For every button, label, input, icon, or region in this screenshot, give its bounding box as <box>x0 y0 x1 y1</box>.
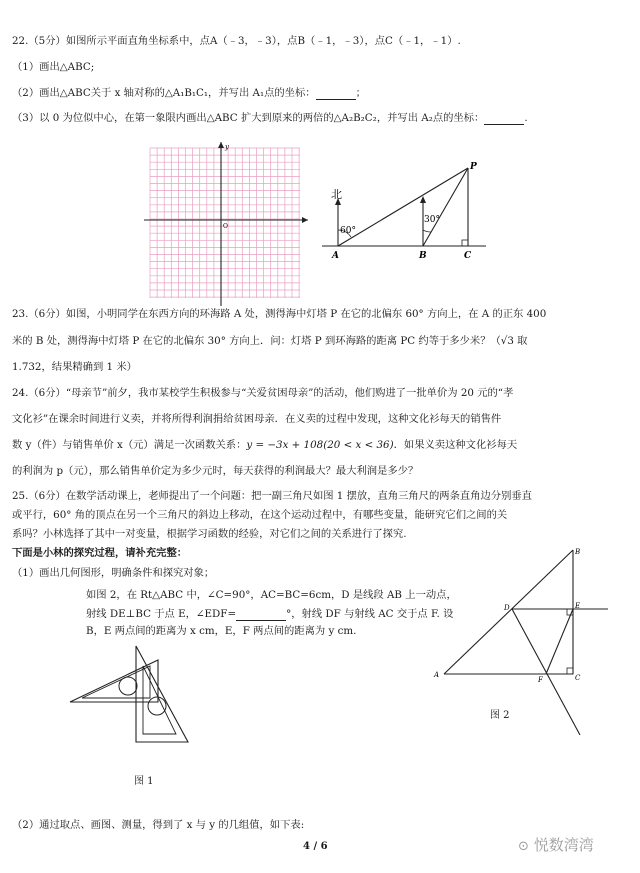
triangle-ruler-b-inner <box>143 666 176 734</box>
y-axis-label: y <box>225 143 229 151</box>
q25-step1-c: B，E 两点间的距离为 x cm，E，F 两点间的距离为 y cm. <box>86 625 357 637</box>
q23-line1: 23.（6分）如图，小明同学在东西方向的环海路 A 处，测得海中灯塔 P 在它的北偏东 60° 方向上，在 A 的正东 400 <box>12 308 547 320</box>
q25-step1-b-end: °，射线 DF 与射线 AC 交于点 F. 设 <box>286 608 454 620</box>
triangle-ruler-a <box>70 660 158 702</box>
answer-blank-a1 <box>316 85 356 100</box>
watermark-text: 悦数湾湾 <box>533 836 594 854</box>
page-number: 4 / 6 <box>303 841 328 852</box>
segment-EF <box>546 609 573 674</box>
q25-bold-line: 下面是小林的探究过程，请补充完整： <box>12 547 188 559</box>
q25-line1: 25.（6分）在数学活动课上，老师提出了一个问题：把一副三角尺如图 1 摆放，直角三角尺的两条直角边分别垂直 <box>12 490 532 502</box>
point-A-label: A <box>332 251 339 260</box>
q22-sub2-end: ； <box>355 87 366 99</box>
q24-line3 <box>12 438 517 452</box>
q25-step1-b <box>86 606 453 621</box>
q25-step1: （1）画出几何图形，明确条件和探究对象； <box>12 567 215 579</box>
q24-line3-text: 数 y（件）与销售单价 x（元）满足一次函数关系： <box>12 439 247 451</box>
angle-30-label: 30° <box>424 215 440 225</box>
fig2-label-D: D <box>504 604 510 612</box>
q25-step1-a: 如图 2，在 Rt△ABC 中，∠C=90°，AC=BC=6cm，D 是线段 AB 上一动点， <box>86 589 457 601</box>
right-angle-C <box>567 668 573 674</box>
point-C-label: C <box>464 251 472 260</box>
fig2-label-F: F <box>538 676 543 684</box>
q22-line1: 22.（5分）如图所示平面直角坐标系中，点A（﹣3，﹣3），点B（﹣1，﹣3），点C（﹣1，﹣1）. <box>12 35 461 47</box>
right-angle-mark <box>462 240 468 246</box>
ruler-b-hole <box>148 697 166 715</box>
angle-arc-30 <box>423 230 431 232</box>
q23-line2: 米的 B 处，测得海中灯塔 P 在它的北偏东 30° 方向上．问：灯塔 P 到环海路的距离 PC 约等于多少米？（√3 取 <box>12 335 528 347</box>
fig2-label-C: C <box>575 674 581 682</box>
q22-sub2-text: （2）画出△ABC关于 x 轴对称的△A₁B₁C₁，并写出 A₁点的坐标： <box>12 87 316 99</box>
q25-step2: （2）通过取点、画图、测量，得到了 x 与 y 的几组值，如下表: <box>12 819 305 831</box>
figure1-label: 图 1 <box>134 776 154 787</box>
q25-step1-b-text: 射线 DE⊥BC 于点 E，∠EDF= <box>86 608 237 620</box>
y-axis-arrow <box>218 142 224 148</box>
q25-line3: 系吗？小林选择了其中一对变量，根据学习函数的经验，对它们之间的关系进行了探究. <box>12 528 407 540</box>
fig2-label-A: A <box>434 671 440 679</box>
q24-line4: 的利润为 p（元），那么销售单价定为多少元时，每天获得的利润最大？最大利润是多少？ <box>12 465 419 477</box>
q24-line2: 文化衫”在课余时间进行义卖，并将所得利润捐给贫困母亲．在义卖的过程中发现，这种文化衫每天的销售件 <box>12 413 502 425</box>
lighthouse-figure <box>318 158 488 260</box>
north-arrow-head-B <box>420 196 426 203</box>
x-axis-arrow <box>302 217 308 223</box>
coordinate-grid-figure <box>140 138 310 308</box>
line-BP <box>423 168 468 246</box>
triangle-ruler-b <box>136 646 188 742</box>
figure2-triangle <box>430 540 615 735</box>
fig2-label-E: E <box>575 602 581 610</box>
angle-60-label: 60° <box>340 226 356 236</box>
watermark <box>518 834 594 855</box>
ray-DF <box>512 609 580 735</box>
figure2-label: 图 2 <box>490 710 510 721</box>
wechat-icon: ⊙ <box>518 839 529 854</box>
q22-sub1: （1）画出△ABC; <box>12 61 95 73</box>
triangle-ruler-a-inner <box>82 666 150 698</box>
fig2-label-B: B <box>575 548 581 556</box>
q22-sub3 <box>12 110 528 125</box>
origin-label: O <box>223 223 228 230</box>
point-P-label: P <box>470 162 477 172</box>
answer-blank-a2 <box>484 110 524 125</box>
north-label: 北 <box>331 188 342 201</box>
q22-sub3-text: （3）以 0 为位似中心，在第一象限内画出△ABC 扩大到原来的两倍的△A₂B₂C₂，并写出 A₂点的坐标： <box>12 112 485 124</box>
ruler-a-hole <box>119 677 137 695</box>
q24-line1: 24.（6分）“母亲节”前夕，我市某校学生积极参与“关爱贫困母亲”的活动，他们购进了一批单价为 20 元的“孝 <box>12 387 514 399</box>
answer-blank-angle <box>236 606 286 621</box>
point-B-label: B <box>419 251 427 260</box>
line-AP <box>338 168 468 246</box>
q25-line2: 或平行，60° 角的顶点在另一个三角尺的斜边上移动，在这个运动过程中，有哪些变量，能研究它们之间的关 <box>12 509 508 521</box>
q22-sub3-end: . <box>524 112 528 124</box>
q22-sub2 <box>12 85 366 100</box>
q24-line3-end: ．如果义卖这种文化衫每天 <box>393 439 518 451</box>
q23-line3: 1.732，结果精确到 1 米） <box>12 361 137 373</box>
linear-function-formula: y = −3x + 108(20 < x < 36) <box>246 439 394 451</box>
figure1-set-squares <box>60 642 200 754</box>
